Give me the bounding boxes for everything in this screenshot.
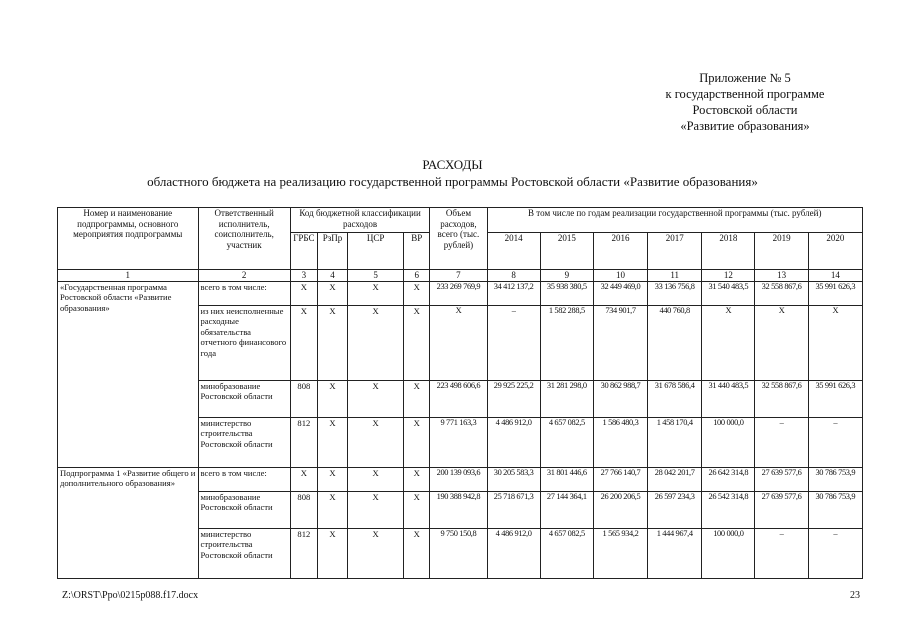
document-title xyxy=(0,156,905,190)
column-number: 7 xyxy=(430,270,487,282)
column-number: 10 xyxy=(593,270,647,282)
year-value-cell: 31 678 586,4 xyxy=(648,380,702,417)
year-value-cell: 100 000,0 xyxy=(702,417,755,467)
vr-cell: Х xyxy=(404,380,430,417)
appendix-line-4: «Развитие образования» xyxy=(680,119,810,133)
header-executor: Ответственный исполнитель, соисполнитель, участник xyxy=(198,208,290,270)
year-value-cell: 1 458 170,4 xyxy=(648,417,702,467)
year-value-cell: 26 200 206,5 xyxy=(593,491,647,528)
column-number: 5 xyxy=(348,270,404,282)
year-value-cell: 30 862 988,7 xyxy=(593,380,647,417)
year-value-cell: 27 639 577,6 xyxy=(755,491,808,528)
title-sub: областного бюджета на реализацию государственной программы Ростовской области «Развитие образования» xyxy=(147,174,758,189)
year-value-cell: 26 542 314,8 xyxy=(702,491,755,528)
csr-cell: Х xyxy=(348,417,404,467)
year-value-cell: 31 440 483,5 xyxy=(702,380,755,417)
year-value-cell: – xyxy=(487,305,540,380)
column-number: 12 xyxy=(702,270,755,282)
year-value-cell: – xyxy=(808,528,862,578)
year-value-cell: 27 639 577,6 xyxy=(755,467,808,491)
table-row xyxy=(58,467,863,491)
header-year: 2017 xyxy=(648,233,702,270)
grbs-cell: Х xyxy=(290,467,317,491)
volume-cell: 9 750 150,8 xyxy=(430,528,487,578)
rzpr-cell: Х xyxy=(317,467,347,491)
year-value-cell: 30 786 753,9 xyxy=(808,491,862,528)
column-number: 11 xyxy=(648,270,702,282)
executor-cell: минобразование Ростовской области xyxy=(198,491,290,528)
volume-cell: 9 771 163,3 xyxy=(430,417,487,467)
program-name-cell: «Государственная программа Ростовской области «Развитие образования» xyxy=(58,281,199,467)
csr-cell: Х xyxy=(348,528,404,578)
expenses-table-wrapper xyxy=(57,207,863,579)
header-years-group: В том числе по годам реализации государственной программы (тыс. рублей) xyxy=(487,208,862,233)
year-value-cell: 31 540 483,5 xyxy=(702,281,755,305)
year-value-cell: – xyxy=(808,417,862,467)
column-number: 2 xyxy=(198,270,290,282)
rzpr-cell: Х xyxy=(317,305,347,380)
year-value-cell: 26 642 314,8 xyxy=(702,467,755,491)
appendix-line-3: Ростовской области xyxy=(692,103,798,117)
year-value-cell: 30 786 753,9 xyxy=(808,467,862,491)
header-csr: ЦСР xyxy=(348,233,404,270)
column-number: 8 xyxy=(487,270,540,282)
column-number: 4 xyxy=(317,270,347,282)
year-value-cell: 440 760,8 xyxy=(648,305,702,380)
year-value-cell: 32 449 469,0 xyxy=(593,281,647,305)
appendix-line-2: к государственной программе xyxy=(665,87,825,101)
appendix-line-1: Приложение № 5 xyxy=(699,71,791,85)
volume-cell: 200 139 093,6 xyxy=(430,467,487,491)
rzpr-cell: Х xyxy=(317,417,347,467)
header-year: 2019 xyxy=(755,233,808,270)
grbs-cell: 808 xyxy=(290,491,317,528)
csr-cell: Х xyxy=(348,491,404,528)
executor-cell: всего в том числе: xyxy=(198,281,290,305)
vr-cell: Х xyxy=(404,528,430,578)
year-value-cell: 27 144 364,1 xyxy=(540,491,593,528)
header-year: 2018 xyxy=(702,233,755,270)
executor-cell: министерство строительства Ростовской области xyxy=(198,528,290,578)
column-number: 9 xyxy=(540,270,593,282)
program-name-cell: Подпрограмма 1 «Развитие общего и дополнительного образования» xyxy=(58,467,199,578)
rzpr-cell: Х xyxy=(317,528,347,578)
rzpr-cell: Х xyxy=(317,380,347,417)
grbs-cell: 812 xyxy=(290,417,317,467)
year-value-cell: 25 718 671,3 xyxy=(487,491,540,528)
grbs-cell: 808 xyxy=(290,380,317,417)
year-value-cell: 1 586 480,3 xyxy=(593,417,647,467)
vr-cell: Х xyxy=(404,305,430,380)
column-number: 1 xyxy=(58,270,199,282)
executor-cell: всего в том числе: xyxy=(198,467,290,491)
executor-cell: из них неисполненные расходные обязательства отчетного финансового года xyxy=(198,305,290,380)
year-value-cell: 26 597 234,3 xyxy=(648,491,702,528)
year-value-cell: 31 281 298,0 xyxy=(540,380,593,417)
year-value-cell: 32 558 867,6 xyxy=(755,281,808,305)
appendix-block xyxy=(600,70,890,134)
header-code-group: Код бюджетной классификации расходов xyxy=(290,208,430,233)
header-volume: Объем расходов, всего (тыс. рублей) xyxy=(430,208,487,270)
year-value-cell: 1 565 934,2 xyxy=(593,528,647,578)
column-number: 3 xyxy=(290,270,317,282)
csr-cell: Х xyxy=(348,305,404,380)
volume-cell: 223 498 606,6 xyxy=(430,380,487,417)
volume-cell: Х xyxy=(430,305,487,380)
column-number: 6 xyxy=(404,270,430,282)
csr-cell: Х xyxy=(348,380,404,417)
vr-cell: Х xyxy=(404,467,430,491)
year-value-cell: 35 991 626,3 xyxy=(808,380,862,417)
year-value-cell: – xyxy=(755,528,808,578)
table-row xyxy=(58,281,863,305)
column-number-row xyxy=(58,270,863,282)
year-value-cell: 28 042 201,7 xyxy=(648,467,702,491)
header-year: 2014 xyxy=(487,233,540,270)
executor-cell: минобразование Ростовской области xyxy=(198,380,290,417)
csr-cell: Х xyxy=(348,467,404,491)
header-year: 2015 xyxy=(540,233,593,270)
year-value-cell: 29 925 225,2 xyxy=(487,380,540,417)
year-value-cell: 1 444 967,4 xyxy=(648,528,702,578)
vr-cell: Х xyxy=(404,281,430,305)
volume-cell: 233 269 769,9 xyxy=(430,281,487,305)
header-grbs: ГРБС xyxy=(290,233,317,270)
page-number: 23 xyxy=(850,590,860,601)
header-year: 2016 xyxy=(593,233,647,270)
year-value-cell: 33 136 756,8 xyxy=(648,281,702,305)
column-number: 14 xyxy=(808,270,862,282)
year-value-cell: 35 938 380,5 xyxy=(540,281,593,305)
table-body xyxy=(58,270,863,579)
page-footer xyxy=(62,590,860,601)
year-value-cell: Х xyxy=(702,305,755,380)
year-value-cell: 31 801 446,6 xyxy=(540,467,593,491)
file-path: Z:\ORST\Ppo\0215p088.f17.docx xyxy=(62,590,199,601)
grbs-cell: 812 xyxy=(290,528,317,578)
grbs-cell: Х xyxy=(290,281,317,305)
grbs-cell: Х xyxy=(290,305,317,380)
year-value-cell: 35 991 626,3 xyxy=(808,281,862,305)
csr-cell: Х xyxy=(348,281,404,305)
year-value-cell: 4 486 912,0 xyxy=(487,417,540,467)
year-value-cell: – xyxy=(755,417,808,467)
header-rzpr: РзПр xyxy=(317,233,347,270)
vr-cell: Х xyxy=(404,417,430,467)
executor-cell: министерство строительства Ростовской области xyxy=(198,417,290,467)
volume-cell: 190 388 942,8 xyxy=(430,491,487,528)
expenses-table xyxy=(57,207,863,579)
year-value-cell: 34 412 137,2 xyxy=(487,281,540,305)
header-year: 2020 xyxy=(808,233,862,270)
year-value-cell: 30 205 583,3 xyxy=(487,467,540,491)
year-value-cell: 1 582 288,5 xyxy=(540,305,593,380)
header-name: Номер и наименование подпрограммы, основного мероприятия подпрограммы xyxy=(58,208,199,270)
year-value-cell: 4 486 912,0 xyxy=(487,528,540,578)
rzpr-cell: Х xyxy=(317,281,347,305)
title-main: РАСХОДЫ xyxy=(422,157,483,172)
year-value-cell: 4 657 082,5 xyxy=(540,417,593,467)
rzpr-cell: Х xyxy=(317,491,347,528)
year-value-cell: Х xyxy=(808,305,862,380)
year-value-cell: 100 000,0 xyxy=(702,528,755,578)
year-value-cell: 734 901,7 xyxy=(593,305,647,380)
year-value-cell: Х xyxy=(755,305,808,380)
year-value-cell: 32 558 867,6 xyxy=(755,380,808,417)
header-vr: ВР xyxy=(404,233,430,270)
year-value-cell: 27 766 140,7 xyxy=(593,467,647,491)
year-value-cell: 4 657 082,5 xyxy=(540,528,593,578)
vr-cell: Х xyxy=(404,491,430,528)
column-number: 13 xyxy=(755,270,808,282)
